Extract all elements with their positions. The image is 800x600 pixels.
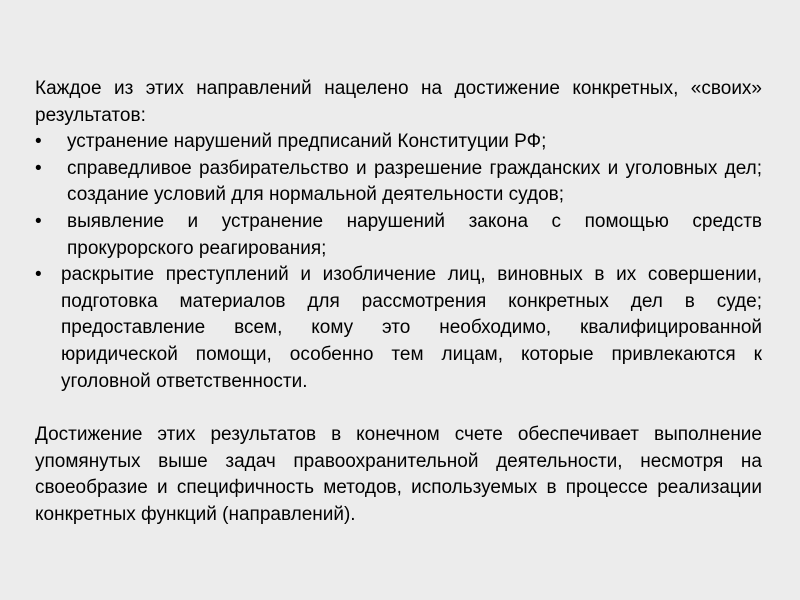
bullet-icon: •: [35, 157, 42, 179]
list-item: • выявление и устранение нарушений закона с помощью средств прокурорского реагирования;: [35, 210, 762, 259]
slide-text: [35, 76, 762, 529]
list-item: • справедливое разбирательство и разрешение гражданских и уголовных дел; создание условий для нормальной деятельности судов;: [35, 157, 762, 206]
results-list: [35, 129, 762, 395]
conclusion-paragraph: Достижение этих результатов в конечном счете обеспечивает выполнение упомянутых выше задач правоохранительной деятельности, несмотря на своеобразие и специфичность методов, используемых в процессе реализации конкретных функций (направлений).: [35, 424, 762, 525]
spacer: [35, 395, 762, 422]
intro-paragraph: Каждое из этих направлений нацелено на достижение конкретных, «своих» результатов:: [35, 78, 762, 126]
bullet-icon: •: [35, 264, 42, 286]
bullet-icon: •: [35, 210, 42, 232]
list-item: • раскрытие преступлений и изобличение лиц, виновных в их совершении, подготовка материалов для рассмотрения конкретных дел в суде; предоставление всем, кому это необходимо, квалифицированной юридической помощи, особенно тем лицам, которые привлекаются к уголовной ответственности.: [35, 264, 762, 392]
list-item: • устранение нарушений предписаний Конституции РФ;: [35, 129, 762, 156]
bullet-icon: •: [35, 131, 42, 153]
